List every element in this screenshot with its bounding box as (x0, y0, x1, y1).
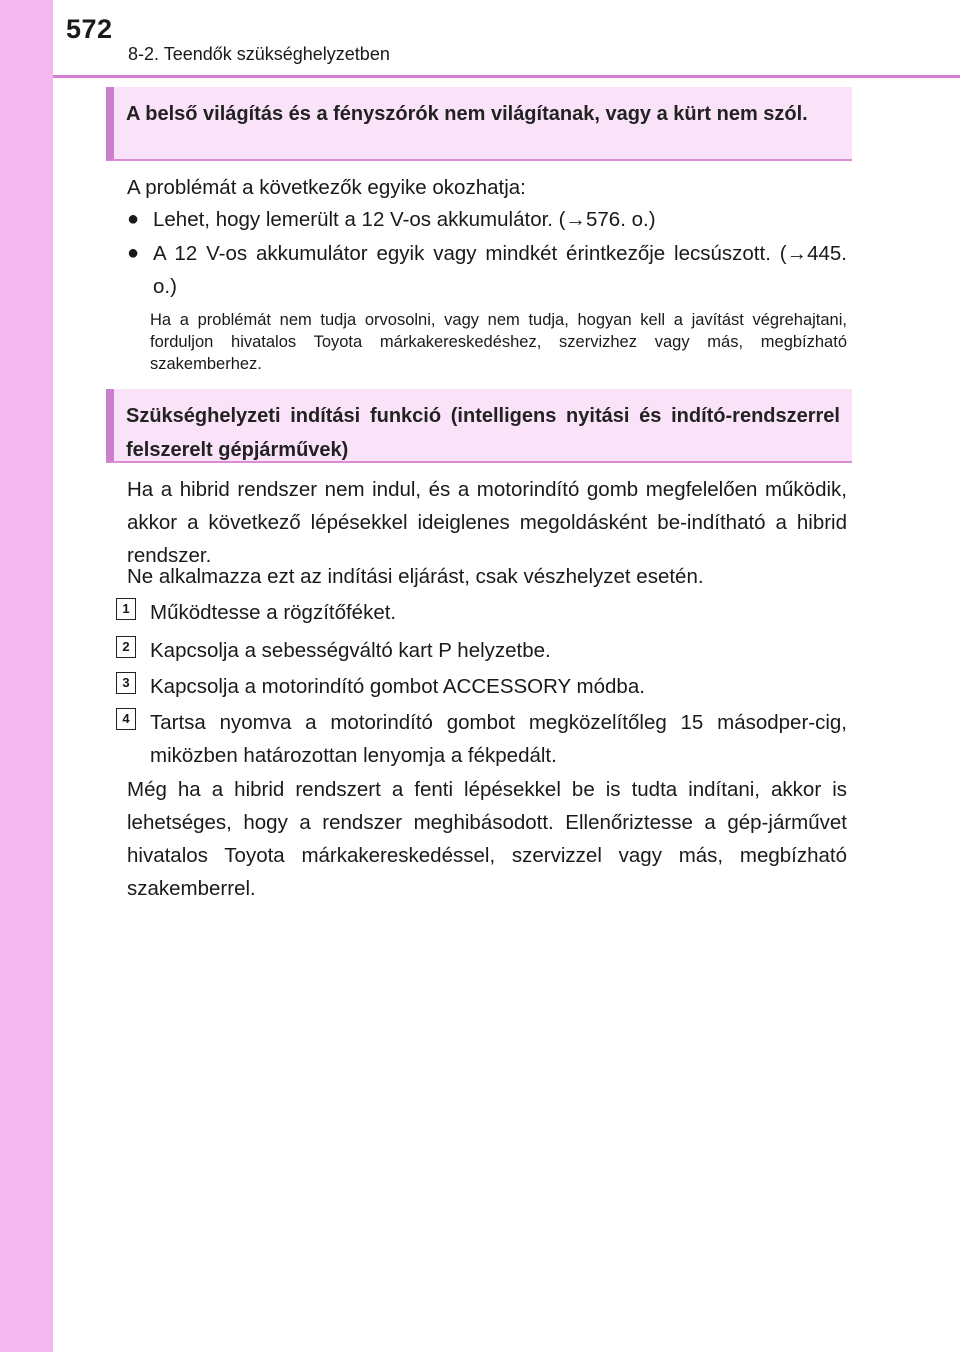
bullet-text: A 12 V-os akkumulátor egyik vagy mindkét érintkezője lecsúszott. (→445. o.) (153, 242, 847, 298)
page-number: 572 (66, 14, 113, 44)
step-item (116, 670, 847, 703)
bullet-icon: ● (127, 208, 140, 230)
step-item (116, 706, 847, 772)
step-text: Kapcsolja a motorindító gombot ACCESSORY módba. (150, 675, 645, 698)
step-text: Kapcsolja a sebességváltó kart P helyzetbe. (150, 639, 551, 662)
step-number-badge: 3 (116, 672, 136, 694)
chapter-title: 8-2. Teendők szükséghelyzetben (128, 44, 390, 64)
step-text: Tartsa nyomva a motorindító gombot megközelítőleg 15 másodper-cig, miközben határozottan lenyomja a fékpedált. (150, 711, 847, 767)
step-item (116, 596, 847, 629)
bullet-text: Lehet, hogy lemerült a 12 V-os akkumulátor. (→576. o.) (153, 208, 656, 231)
header-divider (53, 75, 960, 78)
section-heading-emergency-start: Szükséghelyzeti indítási funkció (intelligens nyitási és indító-rendszerrel felszerelt gépjárművek) (106, 389, 852, 463)
step-text: Működtesse a rögzítőféket. (150, 601, 397, 624)
section2-closing: Még ha a hibrid rendszert a fenti lépésekkel be is tudta indítani, akkor is lehetséges, hogy a rendszer meghibásodott. Ellenőriztesse a gép-járművet hivatalos Toyota márkakereskedéssel, szervizzel vagy más, megbízható szakemberrel. (127, 778, 847, 900)
section-heading-lights-horn: A belső világítás és a fényszórók nem világítanak, vagy a kürt nem szól. (106, 87, 852, 161)
list-item (127, 203, 847, 236)
section2-intro: Ha a hibrid rendszer nem indul, és a motorindító gomb megfelelően működik, akkor a következő lépésekkel ideiglenes megoldásként be-indítható a hibrid rendszer. (127, 478, 847, 567)
step-number-badge: 4 (116, 708, 136, 730)
step-number-badge: 2 (116, 636, 136, 658)
bullet-icon: ● (127, 242, 140, 264)
step-item (116, 634, 847, 667)
chapter-sidebar-band (0, 0, 53, 1352)
section1-note: Ha a problémát nem tudja orvosolni, vagy nem tudja, hogyan kell a javítást végrehajtani, forduljon hivatalos Toyota márkakereskedéshez, szervizhez vagy más, megbízható szakemberhez. (150, 311, 847, 373)
list-item (127, 237, 847, 303)
section1-intro: A problémát a következők egyike okozhatja: (127, 176, 526, 199)
step-number-badge: 1 (116, 598, 136, 620)
section2-warning: Ne alkalmazza ezt az indítási eljárást, csak vészhelyzet esetén. (127, 565, 704, 588)
